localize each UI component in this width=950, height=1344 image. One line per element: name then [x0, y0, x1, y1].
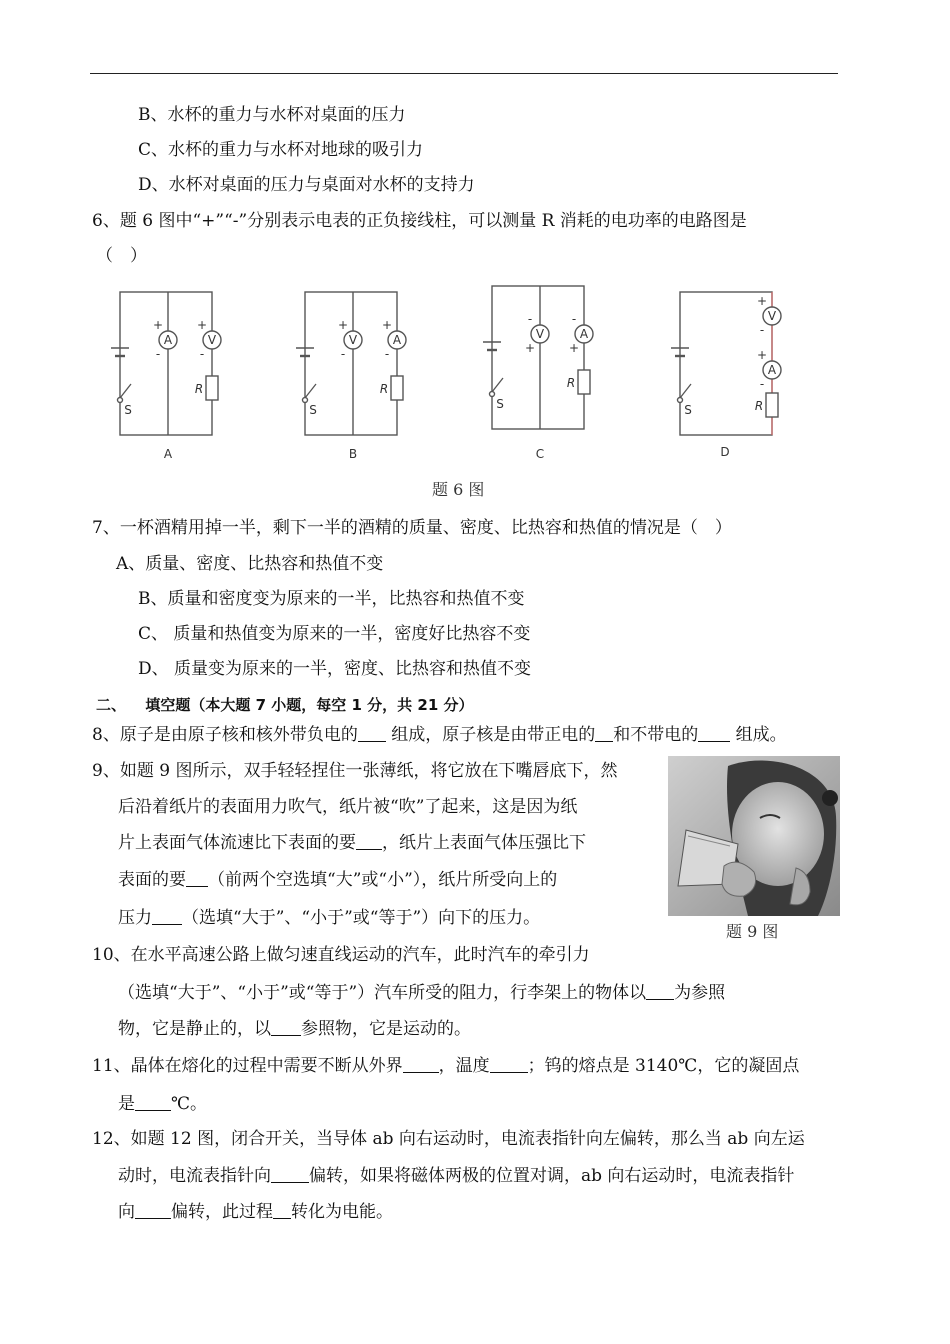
switch-label: S [309, 403, 317, 417]
plus-terminal: + [756, 294, 768, 308]
ammeter-label: A [767, 363, 777, 377]
q12-blank-2[interactable] [135, 1202, 171, 1219]
minus-terminal: - [759, 377, 765, 391]
q6-answer-paren: （ ） [96, 246, 147, 266]
q9-blank-3[interactable] [152, 908, 182, 925]
q10-line-3 [118, 1018, 471, 1040]
q8-part-4: 组成。 [730, 725, 787, 745]
q10-line-3-b: 参照物，它是运动的。 [301, 1019, 471, 1039]
minus-terminal: - [155, 347, 161, 361]
q11-line-1 [92, 1055, 799, 1077]
q8-blank-1[interactable] [358, 725, 386, 742]
circuit-label-c: C [535, 447, 545, 461]
q8-text [92, 724, 787, 746]
q9-line-5-a: 压力 [118, 908, 152, 928]
minus-terminal: - [199, 347, 205, 361]
q11-line-1-b: ，温度 [438, 1056, 490, 1076]
minus-terminal: - [340, 347, 346, 361]
q10-line-3-a: 物，它是静止的，以 [118, 1019, 271, 1039]
q12-line-3-a: 向 [118, 1202, 135, 1222]
circuit-diagrams-figure [95, 280, 815, 495]
q12-blank-1[interactable] [271, 1166, 309, 1183]
q12-line-2-a: 动时，电流表指针向 [118, 1166, 271, 1186]
q9-line-4-a: 表面的要 [118, 870, 186, 890]
plus-terminal: + [337, 318, 349, 332]
switch-label: S [684, 403, 692, 417]
q11-blank-1[interactable] [403, 1056, 439, 1073]
q9-line-5-b: （选填“大于”、“小于”或“等于”）向下的压力。 [182, 908, 541, 928]
q11-line-1-a: 11、晶体在熔化的过程中需要不断从外界 [92, 1056, 403, 1076]
q8-part-2: 组成，原子核是由带正电的 [385, 725, 596, 745]
q7-option-b: B、质量和密度变为原来的一半，比热容和热值不变 [138, 589, 525, 609]
plus-terminal: + [196, 318, 208, 332]
header-rule [90, 73, 838, 74]
q12-line-2-b: 偏转，如果将磁体两极的位置对调，ab 向右运动时，电流表指针 [309, 1166, 795, 1186]
voltmeter-label: V [535, 327, 545, 341]
section-2-number: 二、 [96, 696, 127, 714]
q5-option-b: B、水杯的重力与水杯对桌面的压力 [138, 105, 406, 125]
q7-option-c: C、 质量和热值变为原来的一半，密度好比热容不变 [138, 624, 531, 644]
q12-line-1: 12、如题 12 图，闭合开关，当导体 ab 向右运动时，电流表指针向左偏转，那么当 ab 向左运 [92, 1129, 805, 1149]
q10-line-2 [118, 982, 725, 1004]
q5-option-c: C、水杯的重力与水杯对地球的吸引力 [138, 140, 424, 160]
minus-terminal: - [759, 323, 765, 337]
voltmeter-label: V [207, 333, 217, 347]
q9-line-3-a: 片上表面气体流速比下表面的要 [118, 833, 356, 853]
q8-part-1: 8、原子是由原子核和核外带负电的 [92, 725, 358, 745]
switch-label: S [496, 397, 504, 411]
q9-blank-2[interactable] [186, 870, 208, 887]
q12-blank-3[interactable] [273, 1202, 291, 1219]
ammeter-label: A [392, 333, 402, 347]
q9-line-3-b: ，纸片上表面气体压强比下 [382, 833, 586, 853]
q8-blank-2[interactable] [595, 725, 613, 742]
resistor-label: R [754, 399, 764, 413]
circuit-label-a: A [163, 447, 173, 461]
minus-terminal: - [527, 312, 533, 326]
plus-terminal: + [381, 318, 393, 332]
plus-terminal: + [756, 348, 768, 362]
minus-terminal: - [571, 312, 577, 326]
q9-line-4-b: （前两个空选填“大”或“小”），纸片所受向上的 [208, 870, 558, 890]
q11-line-1-c: ；钨的熔点是 3140℃，它的凝固点 [527, 1056, 800, 1076]
q5-option-d: D、水杯对桌面的压力与桌面对水杯的支持力 [138, 175, 475, 195]
q10-line-2-b: 为参照 [674, 983, 726, 1003]
q12-line-3-b: 偏转，此过程 [171, 1202, 273, 1222]
q9-line-1: 9、如题 9 图所示，双手轻轻捏住一张薄纸，将它放在下嘴唇底下，然 [92, 761, 618, 781]
circuit-label-d: D [720, 445, 730, 459]
q7-stem: 7、一杯酒精用掉一半，剩下一半的酒精的质量、密度、比热容和热值的情况是（ ） [92, 518, 732, 538]
q9-figure-caption: 题 9 图 [726, 922, 779, 941]
q10-line-2-a: （选填“大于”、“小于”或“等于”）汽车所受的阻力，行李架上的物体以 [118, 983, 647, 1003]
section-2-title: 填空题（本大题 7 小题，每空 1 分，共 21 分） [145, 696, 474, 714]
q9-line-5 [118, 907, 540, 929]
ammeter-label: A [163, 333, 173, 347]
q7-option-a: A、质量、密度、比热容和热值不变 [116, 554, 384, 574]
q9-line-3 [118, 832, 586, 854]
q11-line-2 [118, 1093, 207, 1115]
q9-blank-1[interactable] [356, 833, 382, 850]
circuit-label-b: B [348, 447, 358, 461]
q6-figure-caption: 题 6 图 [432, 480, 485, 499]
resistor-label: R [379, 382, 389, 396]
q9-line-2: 后沿着纸片的表面用力吹气，纸片被“吹”了起来，这是因为纸 [118, 797, 578, 817]
q11-blank-2[interactable] [490, 1056, 528, 1073]
plus-terminal: + [152, 318, 164, 332]
q12-line-3-c: 转化为电能。 [291, 1202, 393, 1222]
girl-blowing-paper-photo [668, 756, 840, 940]
q10-line-1: 10、在水平高速公路上做匀速直线运动的汽车，此时汽车的牵引力 [92, 945, 590, 965]
resistor-label: R [566, 376, 576, 390]
q8-blank-3[interactable] [698, 725, 730, 742]
q12-line-3 [118, 1201, 393, 1223]
q11-line-2-b: ℃。 [171, 1094, 208, 1114]
q8-part-3: 和不带电的 [613, 725, 699, 745]
switch-label: S [124, 403, 132, 417]
q9-line-4 [118, 869, 557, 891]
q10-blank-2[interactable] [271, 1019, 301, 1036]
section-2-heading [96, 694, 474, 716]
voltmeter-label: V [767, 309, 777, 323]
resistor-label: R [194, 382, 204, 396]
voltmeter-label: V [348, 333, 358, 347]
plus-terminal: + [524, 341, 536, 355]
plus-terminal: + [568, 341, 580, 355]
q10-blank-1[interactable] [646, 983, 674, 1000]
q6-stem: 6、题 6 图中“+”“-”分别表示电表的正负接线柱，可以测量 R 消耗的电功率的电路图是 [92, 211, 747, 231]
q12-line-2 [118, 1165, 794, 1187]
ammeter-label: A [579, 327, 589, 341]
q11-line-2-a: 是 [118, 1094, 135, 1114]
minus-terminal: - [384, 347, 390, 361]
q7-option-d: D、 质量变为原来的一半，密度、比热容和热值不变 [138, 659, 532, 679]
q11-blank-3[interactable] [135, 1094, 171, 1111]
